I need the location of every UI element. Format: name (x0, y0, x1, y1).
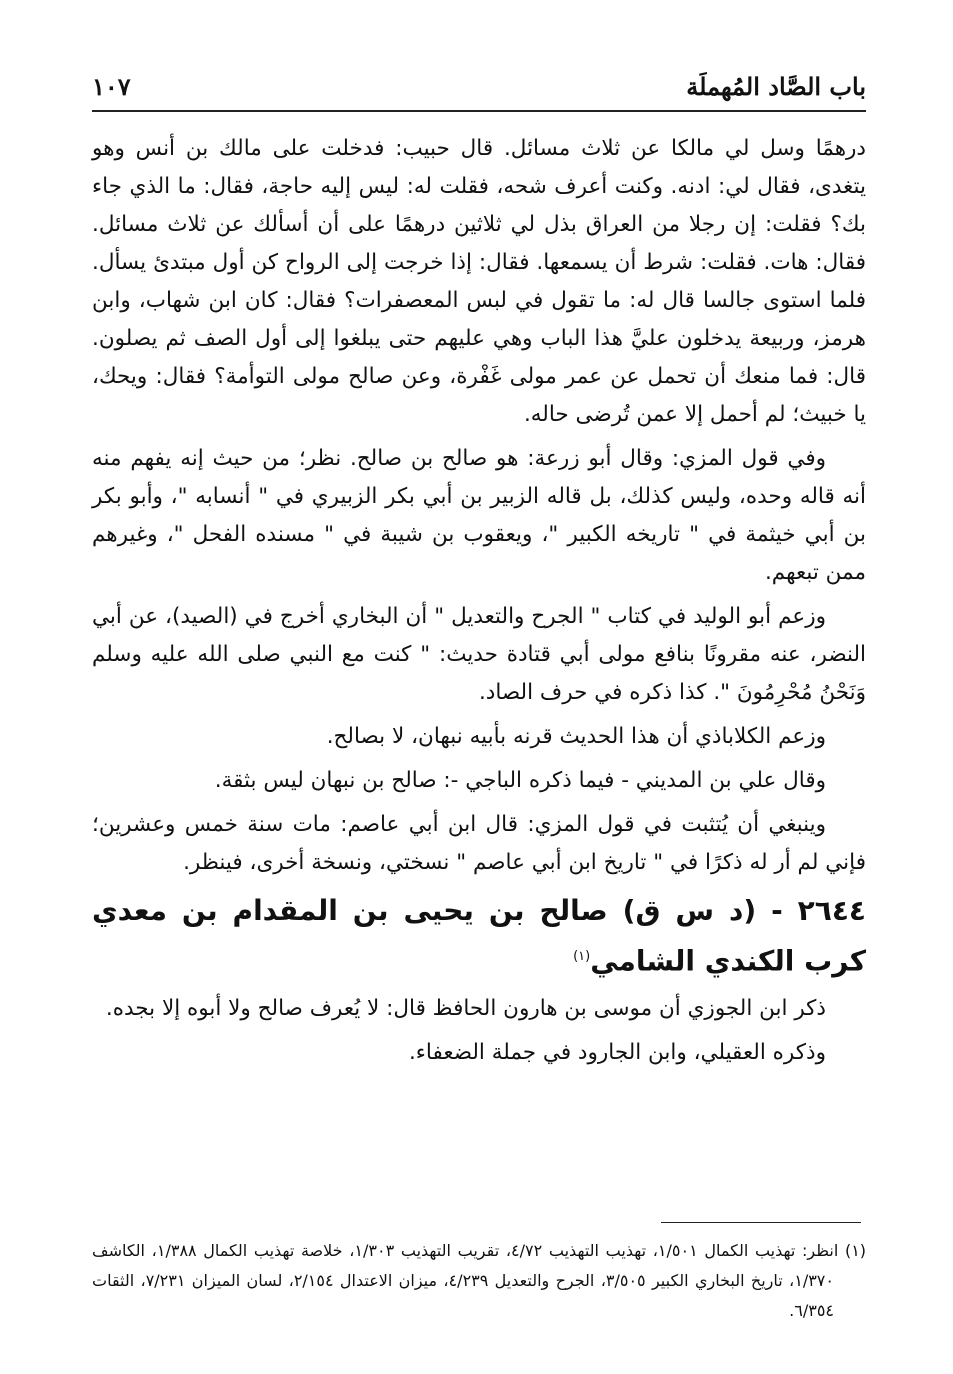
footnote-block (92, 1236, 866, 1326)
entry-heading (92, 888, 866, 984)
paragraph-5: وقال علي بن المديني - فيما ذكره الباجي -: صالح بن نبهان ليس بثقة. (214, 768, 826, 793)
entry-heading-text: ٢٦٤٤ - (د س ق) صالح بن يحيى بن المقدام بن معدي كرب الكندي الشامي (92, 894, 866, 978)
chapter-title: باب الصَّاد المُهملَة (686, 72, 866, 101)
page (92, 60, 866, 1078)
paragraph-1: درهمًا وسل لي مالكا عن ثلاث مسائل. قال حبيب: فدخلت على مالك بن أنس وهو يتغدى، فقال لي: ادنه. وكنت أعرف شحه، فقلت له: ليس إليه حاجة، فقال: ما الذي جاء بك؟ فقلت: إن رجلا من العراق بذل لي ثلاثين درهمًا على أن أسألك عن ثلاث مسائل. فقال: هات. فقلت: شرط أن يسمعها. فقال: إذا خرجت إلى الرواح كن أول مبتدئ يسأل. فلما استوى جالسا قال له: ما تقول في لبس المعصفرات؟ فقال: كان ابن شهاب، وابن هرمز، وربيعة يدخلون عليَّ هذا الباب وهي عليهم حتى يبلغوا إلى أول الصف ثم يصلون. قال: فما منعك أن تحمل عن عمر مولى غَفْرة، وعن صالح مولى التوأمة؟ فقال: ويحك، يا خبيث؛ لم أحمل إلا عمن تُرضى حاله. (92, 136, 866, 427)
paragraph-4: وزعم الكلاباذي أن هذا الحديث قرنه بأبيه نبهان، لا بصالح. (326, 724, 826, 749)
page-body (92, 130, 866, 1072)
paragraph-3: وزعم أبو الوليد في كتاب " الجرح والتعديل " أن البخاري أخرج في (الصيد)، عن أبي النضر، عنه مقرونًا بنافع مولى أبي قتادة حديث: " كنت مع النبي صلى الله عليه وسلم وَنَحْنُ مُحْرِمُونَ ". كذا ذكره في حرف الصاد. (92, 604, 866, 705)
paragraph-8: وذكره العقيلي، وابن الجارود في جملة الضعفاء. (408, 1040, 826, 1066)
footnote-marker: (١) (573, 949, 591, 964)
footnote-text: (١) انظر: تهذيب الكمال ١/٥٠١، تهذيب التهذيب ٤/٧٢، تقريب التهذيب ١/٣٠٣، خلاصة تهذيب الكمال ١/٣٨٨، الكاشف ١/٣٧٠، تاريخ البخاري الكبير ٣/٥٠٥، الجرح والتعديل ٤/٢٣٩، ميزان الاعتدال ٢/١٥٤، لسان الميزان ٧/٢٣١، الثقات ٦/٣٥٤. (92, 1241, 867, 1320)
running-header (92, 60, 866, 112)
footnote-separator (661, 1222, 861, 1223)
paragraph-7: ذكر ابن الجوزي أن موسى بن هارون الحافظ قال: لا يُعرف صالح ولا أبوه إلا بجده. (105, 996, 826, 1022)
paragraph-2: وفي قول المزي: وقال أبو زرعة: هو صالح بن صالح. نظر؛ من حيث إنه يفهم منه أنه قاله وحده، وليس كذلك، بل قاله الزبير بن أبي بكر الزبيري في " أنسابه "، وأبو بكر بن أبي خيثمة في " تاريخه الكبير "، ويعقوب بن شيبة في " مسنده الفحل "، وغيرهم ممن تبعهم. (92, 446, 866, 585)
page-number: ١٠٧ (92, 72, 131, 101)
paragraph-6: وينبغي أن يُتثبت في قول المزي: قال ابن أبي عاصم: مات سنة خمس وعشرين؛ فإني لم أر له ذكرًا في " تاريخ ابن أبي عاصم " نسختي، ونسخة أخرى، فينظر. (92, 812, 866, 875)
